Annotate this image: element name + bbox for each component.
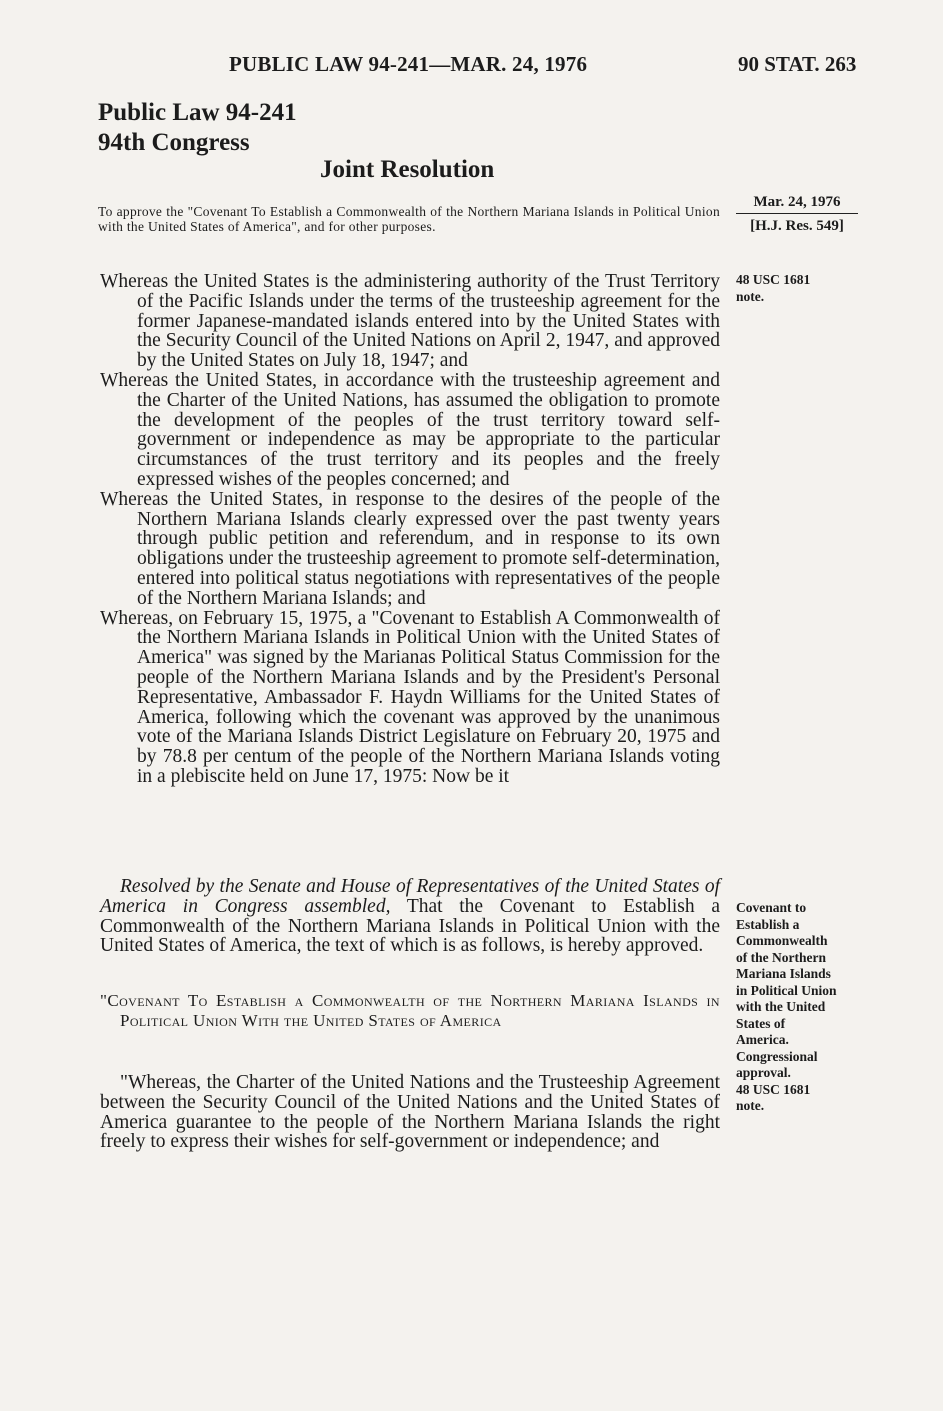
margin-note-line: approval. [736,1065,791,1080]
margin-note-line: Covenant to [736,900,807,915]
running-head: PUBLIC LAW 94-241—MAR. 24, 1976 [229,52,588,76]
enactment-date-box [736,194,858,235]
public-law-heading [98,98,297,158]
margin-note-line: Congressional [736,1048,818,1064]
resolving-clause [100,877,720,956]
usc-citation-line: 48 USC 1681 [736,272,811,287]
public-law-number: Public Law 94-241 [98,99,297,126]
enacting-clause: Resolved by the Senate and House of Representatives of the United States of America in Congress assembled, [100,876,720,917]
margin-note-line: of the Northern [736,949,826,965]
margin-note-line: with the United [736,999,826,1014]
whereas-clause: Whereas the United States, in accordance with the trusteeship agreement and the Charter of the United Nations, has assumed the obligation to promote the development of the peoples of the trust territory toward self-government or independence as may be appropriate to the particular circumstances of the trust territory and its peoples and the freely expressed wishes of the peoples concerned; and [100,369,720,490]
margin-note-line: in Political Union [736,982,837,998]
usc-citation-note-word: note. [736,288,765,304]
joint-resolution-title: Joint Resolution [320,156,495,183]
statute-reference: 90 STAT. 263 [738,52,857,76]
margin-note-line: Establish a [736,916,800,932]
margin-note-line: States of [736,1015,786,1031]
whereas-clauses [100,272,720,787]
whereas-clause: Whereas the United States is the administering authority of the Trust Territory of the Pacific Islands under the terms of the trusteeship agreement for the former Japanese-mandated islands entered into by the United States with the Security Council of the United Nations on April 2, 1947, and approved by the United States on July 18, 1947; and [100,271,720,372]
covenant-preamble: "Whereas, the Charter of the United Nations and the Trusteeship Agreement between the Security Council of the United Nations and the United States of America guarantee to the people of the Northern Mariana Islands the right freely to express their wishes for self-government or independence; and [100,1072,720,1153]
margin-note-line: Commonwealth [736,933,828,948]
margin-note-line: Mariana Islands [736,966,831,981]
bill-number: [H.J. Res. 549] [750,218,844,234]
margin-note-line: America. [736,1032,789,1047]
whereas-clause: Whereas, on February 15, 1975, a "Covenant to Establish A Commonwealth of the Northern Mariana Islands in Political Union with the United States of America" was signed by the Marianas Political Status Commission for the people of the Northern Mariana Islands and by the President's Personal Representative, Ambassador F. Haydn Williams for the United States of America, following which the covenant was approved by the unanimous vote of the Mariana Islands District Legislature on February 20, 1975 and by 78.8 per centum of the people of the Northern Mariana Islands voting in a plebiscite held on June 17, 1975: Now be it [100,607,720,787]
enactment-date: Mar. 24, 1976 [736,194,858,214]
usc-citation-note [736,272,866,305]
congress-number: 94th Congress [98,129,250,156]
resolving-text: That the Covenant to Establish a Commonwealth of the Northern Mariana Islands in Political Union with the United States of America, the text of which is as follows, is hereby approved. [100,895,721,957]
covenant-title: "Covenant To Establish a Commonwealth of the Northern Mariana Islands in Political Union With the United States of America [100,991,720,1030]
covenant-margin-note [736,900,866,1115]
margin-note-line: 48 USC 1681 [736,1081,811,1097]
margin-note-line: note. [736,1098,765,1113]
purpose-statement: To approve the "Covenant To Establish a Commonwealth of the Northern Mariana Islands in Political Union with the United States of America", and for other purposes. [98,204,720,234]
whereas-clause: Whereas the United States, in response to the desires of the people of the Northern Mariana Islands clearly expressed over the past twenty years through public petition and referendum, and in response to its own obligations under the trusteeship agreement to promote self-determination, entered into political status negotiations with representatives of the people of the Northern Mariana Islands; and [100,488,720,609]
